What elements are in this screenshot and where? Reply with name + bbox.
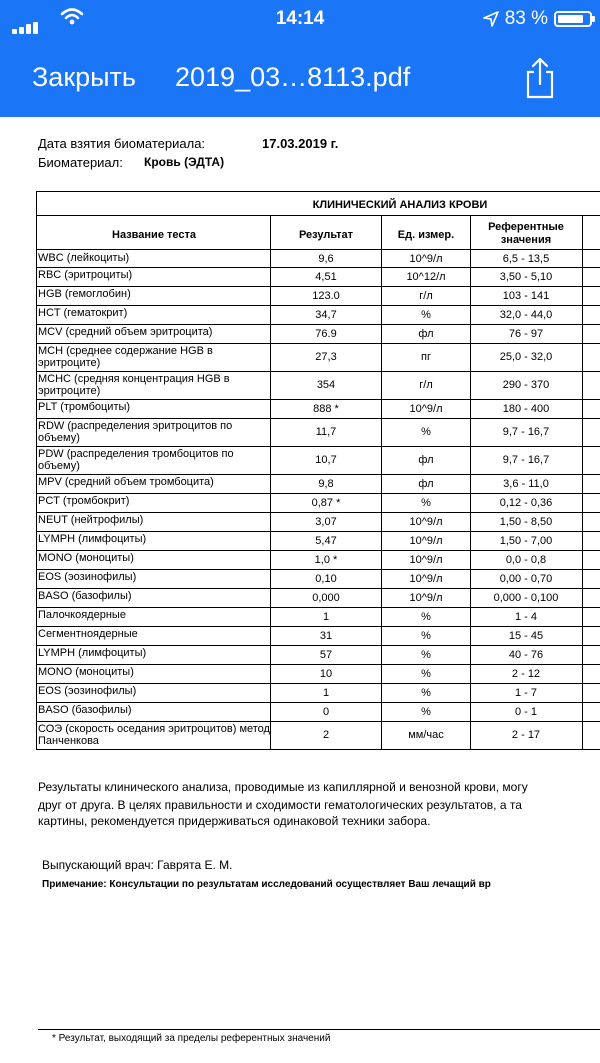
cell-ref: 32,0 - 44,0: [499, 309, 553, 321]
cell-ref: 290 - 370: [502, 379, 550, 391]
cell-ref: 180 - 400: [502, 403, 550, 415]
sample-date-value: 17.03.2019 г.: [262, 136, 339, 151]
row-divider: [36, 286, 600, 287]
header-reference: Референтные значения: [488, 221, 564, 246]
column-divider: [381, 215, 382, 749]
cell-unit: %: [421, 706, 431, 718]
cell-result: 10: [319, 668, 333, 680]
cell-result: 0: [322, 706, 330, 718]
cell-test-name: PDW (распределения тромбоцитов по объему): [38, 448, 234, 472]
table-title: КЛИНИЧЕСКИЙ АНАЛИЗ КРОВИ: [312, 199, 488, 211]
table-border: [36, 215, 600, 216]
cell-ref: 0 - 1: [514, 706, 537, 718]
cell-result: 10,7: [315, 454, 337, 466]
cell-ref: 1,50 - 7,00: [499, 535, 553, 547]
cell-unit: 10^9/л: [409, 535, 443, 547]
cell-ref: 0,0 - 0,8: [505, 554, 547, 566]
footnote: * Результат, выходящий за пределы референтных значений: [52, 1033, 331, 1044]
cell-ref: 0,000 - 0,100: [493, 592, 559, 604]
row-divider: [36, 645, 600, 646]
sample-date-label: Дата взятия биоматериала:: [38, 136, 206, 151]
cell-unit: %: [421, 611, 431, 623]
cell-test-name: RDW (распределения эритроцитов по объему): [38, 420, 233, 444]
row-divider: [36, 343, 600, 344]
cell-unit: мм/час: [408, 729, 444, 741]
note-line-2: друг от друга. В целях правильности и сходимости гематологических результатов, а та: [38, 798, 522, 812]
status-time: 14:14: [275, 8, 325, 29]
row-divider: [36, 399, 600, 400]
column-divider: [470, 215, 471, 749]
cell-test-name: PCT (тромбокрит): [38, 495, 130, 507]
note-line-1: Результаты клинического анализа, проводимые из капиллярной и венозной крови, могу: [38, 780, 528, 794]
cell-result: 27,3: [315, 351, 337, 363]
cell-test-name: BASO (базофилы): [38, 590, 132, 602]
cell-unit: %: [421, 687, 431, 699]
cell-unit: %: [421, 649, 431, 661]
cell-ref: 103 - 141: [502, 290, 550, 302]
cell-result: 0,000: [312, 592, 340, 604]
cell-unit: фл: [418, 328, 434, 340]
cell-result: 1: [322, 687, 330, 699]
cell-test-name: MCV (средний объем эритроцита): [38, 326, 213, 338]
location-arrow-icon: [483, 11, 499, 27]
cell-test-name: СОЭ (скорость оседания эритроцитов) метод Панченкова: [38, 723, 270, 747]
share-icon[interactable]: [522, 56, 558, 100]
row-divider: [36, 550, 600, 551]
status-right: [483, 8, 592, 30]
row-divider: [36, 721, 600, 722]
cell-result: 3,07: [315, 516, 337, 528]
cell-test-name: MONO (моноциты): [38, 552, 134, 564]
header-unit: Ед. измер.: [397, 229, 455, 241]
cell-test-name: MPV (средний объем тромбоцита): [38, 476, 214, 488]
row-divider: [36, 512, 600, 513]
footnote-divider: [38, 1029, 600, 1030]
header-result: Результат: [298, 229, 354, 241]
row-divider: [36, 446, 600, 447]
cell-result: 76.9: [315, 328, 337, 340]
cell-ref: 3,50 - 5,10: [499, 271, 553, 283]
file-title: 2019_03…8113.pdf: [175, 62, 411, 92]
cell-test-name: LYMPH (лимфоциты): [38, 533, 147, 545]
row-divider: [36, 588, 600, 589]
cell-ref: 1,50 - 8,50: [499, 516, 553, 528]
row-divider: [36, 664, 600, 665]
cell-test-name: Палочкоядерные: [38, 609, 126, 621]
cell-test-name: LYMPH (лимфоциты): [38, 647, 147, 659]
cell-result: 9,8: [318, 478, 334, 490]
cell-unit: 10^9/л: [409, 253, 443, 265]
row-divider: [36, 418, 600, 419]
cell-unit: 10^9/л: [409, 573, 443, 585]
cell-result: 1,0 *: [314, 554, 338, 566]
cell-test-name: Сегментноядерные: [38, 628, 138, 640]
cell-test-name: RBC (эритроциты): [38, 269, 133, 281]
cell-result: 2: [322, 729, 330, 741]
column-divider: [270, 215, 271, 749]
issuing-doctor: Выпускающий врач: Гаврята Е. М.: [42, 858, 233, 872]
cell-result: 354: [316, 379, 336, 391]
cell-result: 0,10: [315, 573, 337, 585]
cell-ref: 2 - 12: [511, 668, 541, 680]
pdf-page[interactable]: [0, 117, 600, 1063]
cell-ref: 1 - 4: [514, 611, 537, 623]
column-divider: [582, 215, 583, 749]
cell-result: 57: [319, 649, 333, 661]
row-divider: [36, 474, 600, 475]
row-divider: [36, 493, 600, 494]
cell-result: 888 *: [313, 403, 339, 415]
row-divider: [36, 324, 600, 325]
cell-unit: %: [421, 630, 431, 642]
cell-ref: 2 - 17: [511, 729, 541, 741]
cell-test-name: BASO (базофилы): [38, 704, 132, 716]
row-divider: [36, 626, 600, 627]
row-divider: [36, 749, 600, 750]
cell-unit: %: [421, 309, 431, 321]
close-button[interactable]: Закрыть: [32, 62, 136, 92]
cell-test-name: WBC (лейкоциты): [38, 252, 130, 264]
cell-test-name: EOS (эозинофилы): [38, 571, 137, 583]
cell-test-name: HGB (гемоглобин): [38, 288, 131, 300]
cell-unit: г/л: [419, 290, 433, 302]
cell-unit: фл: [418, 454, 434, 466]
navigation-bar: [0, 52, 600, 107]
status-bar: [0, 0, 600, 38]
cell-test-name: EOS (эозинофилы): [38, 685, 137, 697]
biomaterial-label: Биоматериал:: [38, 155, 123, 170]
cell-test-name: MONO (моноциты): [38, 666, 134, 678]
cell-result: 11,7: [315, 426, 337, 438]
row-divider: [36, 607, 600, 608]
cell-ref: 0,12 - 0,36: [499, 497, 553, 509]
cell-ref: 0,00 - 0,70: [499, 573, 553, 585]
cell-result: 5,47: [315, 535, 337, 547]
cell-unit: г/л: [419, 379, 433, 391]
cell-result: 4,51: [315, 271, 337, 283]
cell-result: 0,87 *: [311, 497, 341, 509]
cell-ref: 1 - 7: [514, 687, 537, 699]
cell-test-name: HCT (гематокрит): [38, 307, 128, 319]
cell-unit: 10^9/л: [409, 554, 443, 566]
cell-unit: 10^9/л: [409, 516, 443, 528]
cell-test-name: MCH (среднее содержание HGB в эритроците): [38, 345, 213, 369]
cell-ref: 25,0 - 32,0: [499, 351, 553, 363]
row-divider: [36, 267, 600, 268]
note-line-3: картины, рекомендуется придерживаться одинаковой техники забора.: [38, 814, 431, 828]
table-border: [36, 249, 600, 250]
biomaterial-value: Кровь (ЭДТА): [144, 155, 225, 169]
cell-ref: 3,6 - 11,0: [503, 478, 549, 490]
battery-icon: [554, 11, 592, 27]
cell-test-name: MCHC (средняя концентрация HGB в эритроците): [38, 373, 230, 397]
cell-unit: 10^12/л: [406, 271, 446, 283]
row-divider: [36, 531, 600, 532]
cell-ref: 9,7 - 16,7: [502, 454, 550, 466]
cell-unit: фл: [418, 478, 434, 490]
cell-ref: 15 - 45: [508, 630, 544, 642]
row-divider: [36, 683, 600, 684]
cell-result: 123.0: [312, 290, 340, 302]
battery-percent: 83 %: [504, 8, 548, 29]
table-border: [36, 191, 600, 192]
cell-ref: 76 - 97: [508, 328, 544, 340]
cell-unit: %: [421, 668, 431, 680]
cell-ref: 40 - 76: [508, 649, 544, 661]
column-divider: [36, 191, 37, 749]
cell-test-name: PLT (тромбоциты): [38, 401, 131, 413]
cell-result: 34,7: [315, 309, 337, 321]
header-name: Название теста: [112, 229, 196, 241]
cell-unit: пг: [421, 351, 431, 363]
cell-unit: 10^9/л: [409, 403, 443, 415]
cell-unit: %: [421, 497, 431, 509]
cell-result: 9,6: [318, 253, 334, 265]
remark: Примечание: Консультации по результатам исследований осуществляет Ваш лечащий вр: [42, 879, 491, 890]
row-divider: [36, 702, 600, 703]
row-divider: [36, 569, 600, 570]
row-divider: [36, 305, 600, 306]
cell-unit: %: [421, 426, 431, 438]
cell-test-name: NEUT (нейтрофилы): [38, 514, 144, 526]
cell-result: 31: [319, 630, 333, 642]
cell-ref: 6,5 - 13,5: [502, 253, 550, 265]
cell-ref: 9,7 - 16,7: [502, 426, 550, 438]
row-divider: [36, 371, 600, 372]
top-bar: [0, 0, 600, 117]
cell-unit: 10^9/л: [409, 592, 443, 604]
cell-result: 1: [322, 611, 330, 623]
